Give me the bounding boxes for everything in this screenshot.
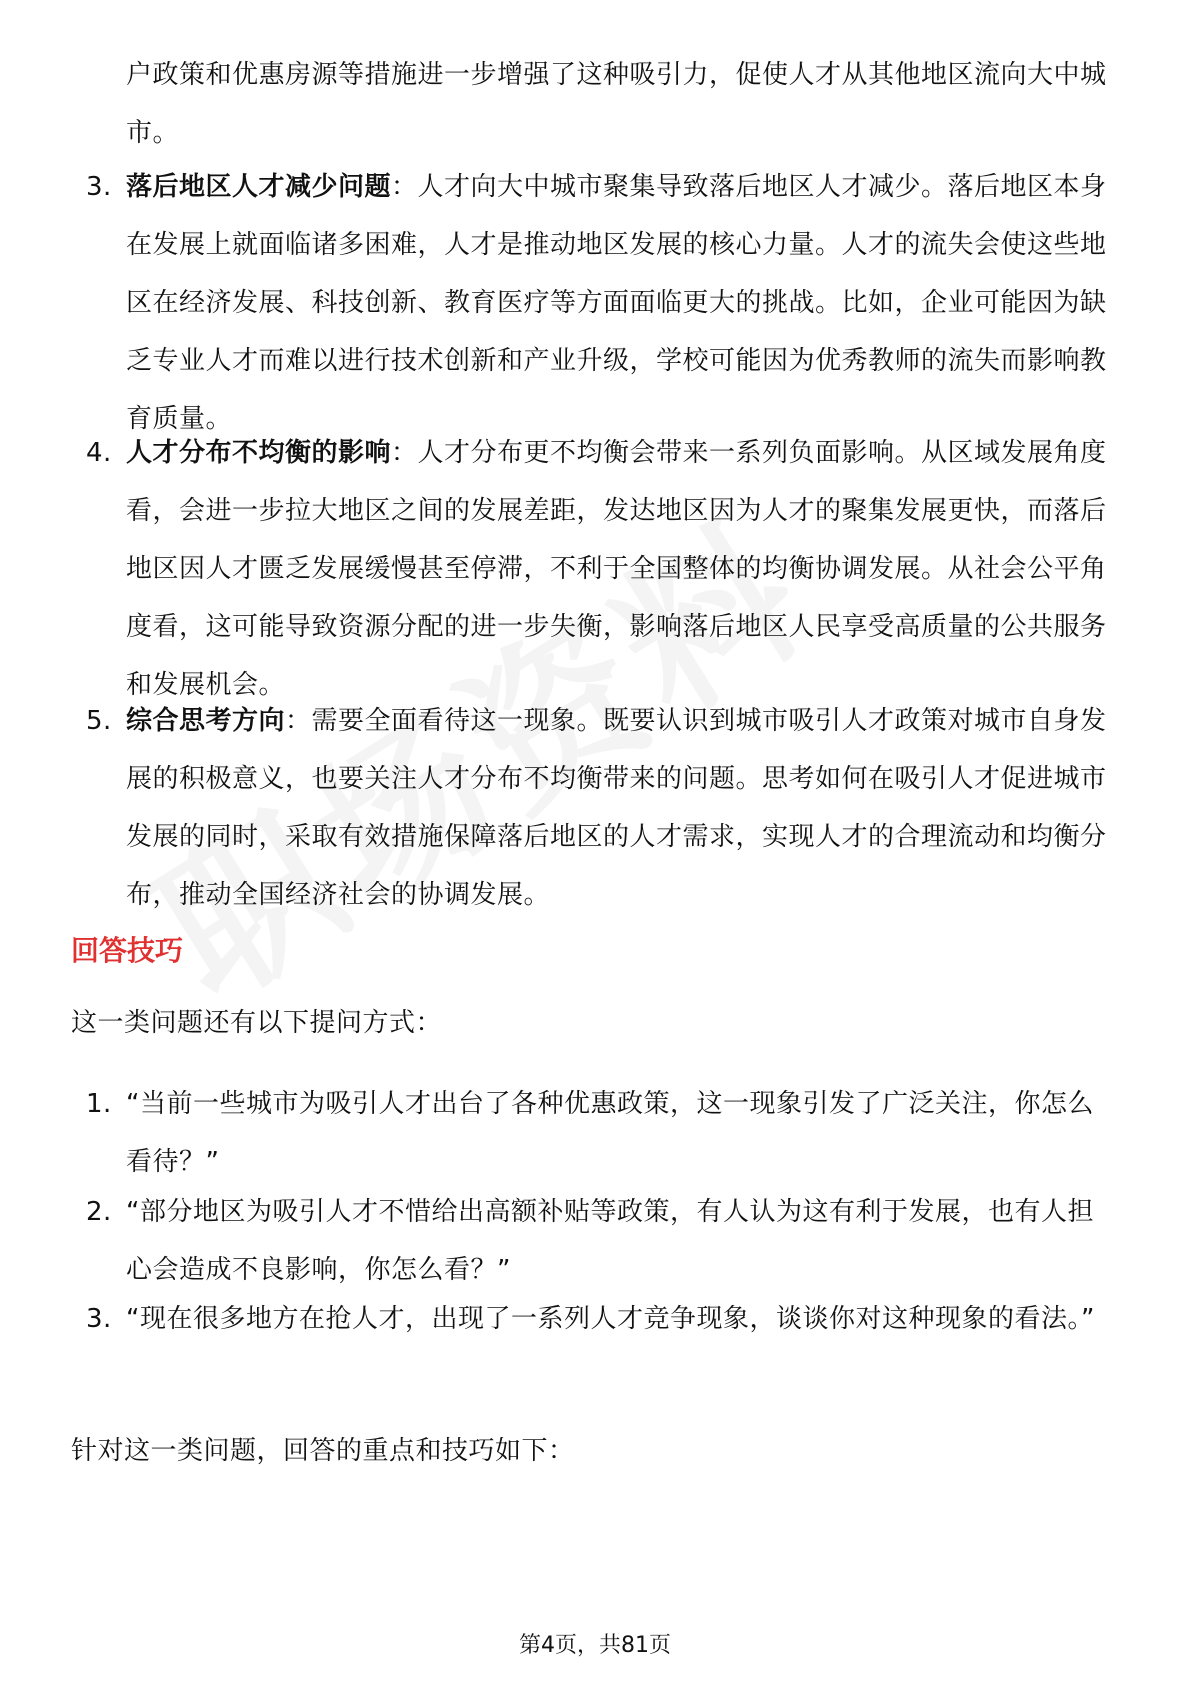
continuation-paragraph: 户政策和优惠房源等措施进一步增强了这种吸引力，促使人才从其他地区流向大中城市。 — [126, 60, 1107, 148]
question-number: 2. — [86, 1197, 112, 1227]
question-number: 3. — [86, 1304, 112, 1334]
section-intro: 这一类问题还有以下提问方式： — [71, 1008, 443, 1038]
question-number: 1. — [86, 1089, 112, 1119]
list-item-title: 人才分布不均衡的影响 — [126, 438, 392, 468]
list-item-text: ：人才向大中城市聚集导致落后地区人才减少。落后地区本身在发展上就面临诸多困难，人才是推动地区发展的核心力量。人才的流失会使这些地区在经济发展、科技创新、教育医疗等方面面临更大的挑战。比如，企业可能因为缺乏专业人才而难以进行技术创新和产业升级，学校可能因为优秀教师的流失而影响教育质量。 — [126, 172, 1107, 434]
list-item-text: ：人才分布更不均衡会带来一系列负面影响。从区域发展角度看，会进一步拉大地区之间的发展差距，发达地区因为人才的聚集发展更快，而落后地区因人才匮乏发展缓慢甚至停滞，不利于全国整体的均衡协调发展。从社会公平角度看，这可能导致资源分配的进一步失衡，影响落后地区人民享受高质量的公共服务和发展机会。 — [126, 438, 1107, 700]
question-text: “当前一些城市为吸引人才出台了各种优惠政策，这一现象引发了广泛关注，你怎么看待？” — [126, 1089, 1094, 1177]
list-item-number: 5. — [86, 706, 112, 736]
list-item-body — [126, 424, 1116, 714]
section-heading: 回答技巧 — [71, 934, 184, 967]
question-text: “部分地区为吸引人才不惜给出高额补贴等政策，有人认为这有利于发展，也有人担心会造成不良影响，你怎么看？” — [126, 1197, 1094, 1285]
page-footer: 第4页，共81页 — [519, 1633, 671, 1658]
list-item-body — [126, 692, 1116, 924]
list-item-number: 3. — [86, 172, 112, 202]
list-item-title: 综合思考方向 — [126, 706, 286, 736]
list-item-text: ：需要全面看待这一现象。既要认识到城市吸引人才政策对城市自身发展的积极意义，也要关注人才分布不均衡带来的问题。思考如何在吸引人才促进城市发展的同时，采取有效措施保障落后地区的人才需求，实现人才的合理流动和均衡分布，推动全国经济社会的协调发展。 — [126, 706, 1107, 910]
question-text: “现在很多地方在抢人才，出现了一系列人才竞争现象，谈谈你对这种现象的看法。” — [126, 1304, 1095, 1334]
list-item-body — [126, 158, 1116, 448]
list-item-title: 落后地区人才减少问题 — [126, 172, 392, 202]
list-item-number: 4. — [86, 438, 112, 468]
section-outro: 针对这一类问题，回答的重点和技巧如下： — [71, 1436, 575, 1466]
